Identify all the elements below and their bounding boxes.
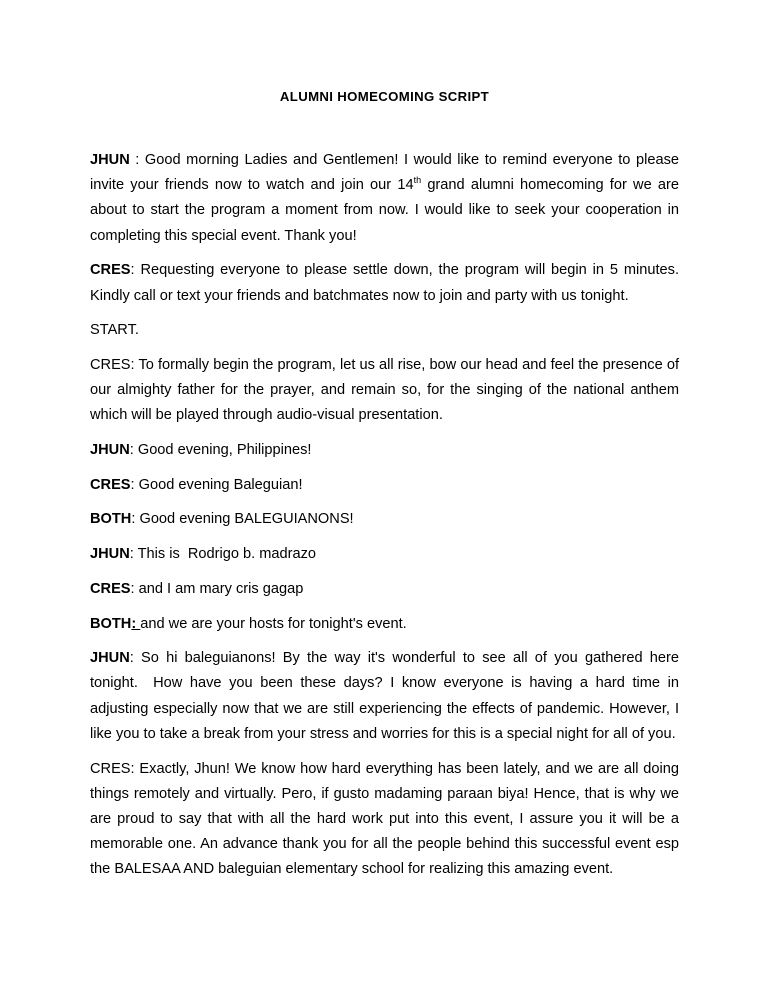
speaker-label-cres: CRES: [90, 262, 131, 279]
script-paragraph-jhun-opening: [90, 148, 684, 249]
speaker-label-jhun: JHUN: [90, 152, 130, 168]
speaker-label-both: BOTH: [90, 615, 132, 632]
line-text: and we are your hosts for tonight's event.: [140, 615, 407, 632]
paragraph-text: Requesting everyone to please settle down, the program will begin in 5 minutes. Kindly call or text your friends and batchmates now to join and party with us tonight.: [90, 262, 684, 304]
script-line-jhun-good-evening: [90, 438, 679, 463]
speaker-separator: :: [130, 476, 139, 493]
line-text: and I am mary cris gagap: [138, 580, 304, 597]
speaker-label-cres: CRES: [90, 580, 131, 597]
speaker-separator: :: [130, 580, 139, 597]
speaker-label-cres: CRES: [90, 476, 131, 493]
speaker-separator: :: [129, 442, 138, 459]
line-text: Good evening, Philippines!: [137, 442, 312, 459]
ordinal-suffix: th: [413, 175, 422, 186]
speaker-separator: :: [130, 262, 141, 279]
line-text: Good evening Baleguian!: [138, 476, 303, 493]
page-title: ALUMNI HOMECOMING SCRIPT: [279, 89, 490, 104]
script-paragraph-cres-closing: CRES: Exactly, Jhun! We know how hard everything has been lately, and we are all doing things remotely and virtually. Pero, if gusto madaming paraan biya! Hence, that is why we are proud to say that with all the hard work put into this event, I assure you it will be a memorable one. An advance thank you for all the people behind this successful event esp the BALESAA AND baleguian elementary school for realizing this amazing event.: [90, 760, 684, 878]
line-text: Good evening BALEGUIANONS!: [139, 511, 354, 528]
script-line-cres-good-evening: [90, 473, 679, 498]
speaker-separator-underlined: :: [131, 615, 141, 632]
script-paragraph-cres-settle-down: [90, 258, 684, 308]
line-text: This is Rodrigo b. madrazo: [137, 546, 317, 563]
paragraph-text-part1: Good morning Ladies and Gentlemen! I would like to remind everyone to please invite your friends now to watch and join our 14: [90, 152, 684, 194]
script-line-cres-introduction: [90, 577, 679, 602]
script-line-both-good-evening: [90, 507, 679, 532]
paragraph-text: So hi baleguianons! By the way it's wonderful to see all of you gathered here tonight. How have you been these days? I know everyone is having a hard time in adjusting especially now that we are still experiencing the effects of pandemic. However, I like you to take a break from your stress and worries for this is a special night for all of you.: [90, 650, 684, 742]
script-paragraph-jhun-welcome: [90, 646, 684, 747]
paragraph-text-part2: grand alumni homecoming for we are about to start the program a moment from now. I would like to seek your cooperation in completing this special event. Thank you!: [90, 177, 684, 244]
script-line-jhun-introduction: [90, 542, 679, 567]
speaker-separator: :: [131, 511, 140, 528]
document-body: [90, 148, 684, 892]
speaker-separator: :: [129, 546, 138, 563]
speaker-separator: :: [129, 152, 145, 168]
script-paragraph-cres-prayer: CRES: To formally begin the program, let us all rise, bow our head and feel the presence of our almighty father for the prayer, and remain so, for the singing of the national anthem which will be played through audio-visual presentation.: [90, 356, 684, 424]
speaker-label-both: BOTH: [90, 511, 132, 528]
speaker-label-jhun: JHUN: [90, 442, 130, 459]
script-line-both-hosts: [90, 612, 679, 637]
speaker-label-jhun: JHUN: [90, 546, 130, 563]
speaker-separator: :: [129, 650, 142, 667]
script-cue-start: START.: [90, 322, 139, 339]
speaker-label-jhun: JHUN: [90, 650, 130, 667]
